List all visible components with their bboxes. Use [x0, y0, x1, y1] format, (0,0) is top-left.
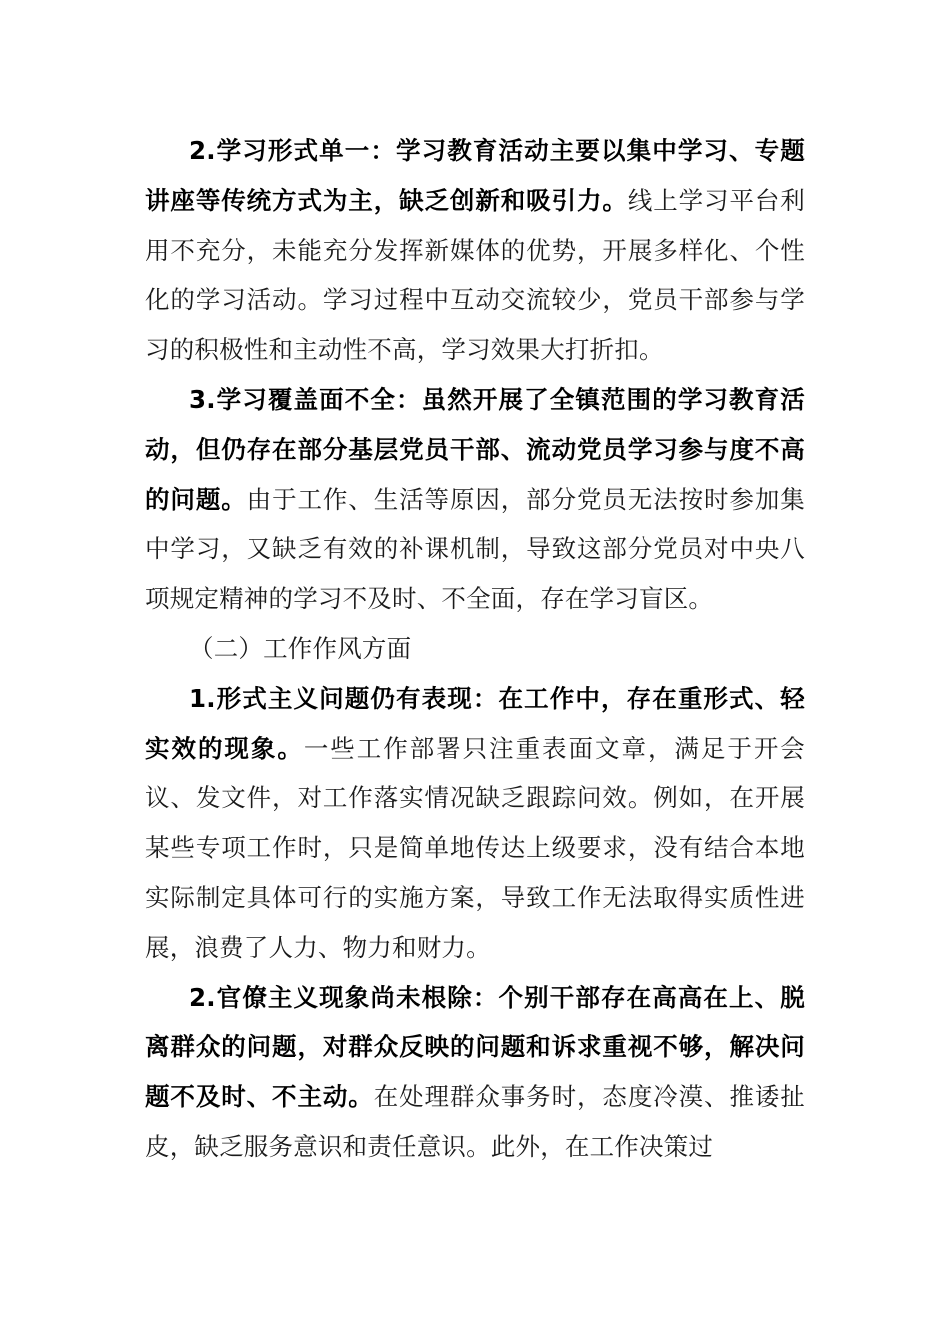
paragraph-text: 一些工作部署只注重表面文章，满足于开会议、发文件，对工作落实情况缺乏跟踪问效。例如，在开展某些专项工作时，只是简单地传达上级要求，没有结合本地实际制定具体可行的实施方案，导致工作无法取得实质性进展，浪费了人力、物力和财力。: [145, 733, 805, 962]
paragraph-bureaucratism: [145, 973, 805, 1172]
paragraph-bold-lead: 1.形式主义问题仍有表现：在工作中，存在重形式、轻实效的现象。: [145, 683, 805, 763]
paragraph-bold-lead: 2.学习形式单一：学习教育活动主要以集中学习、专题讲座等传统方式为主，缺乏创新和吸引力。: [145, 136, 805, 215]
paragraph-text: 线上学习平台利用不充分，未能充分发挥新媒体的优势，开展多样化、个性化的学习活动。学习过程中互动交流较少，党员干部参与学习的积极性和主动性不高，学习效果大打折扣。: [145, 185, 805, 365]
section-heading-work-style: （二）工作作风方面: [189, 633, 412, 663]
paragraph-formalism: [145, 674, 805, 973]
paragraph-learning-coverage: [145, 375, 805, 624]
paragraph-text: 在处理群众事务时，态度冷漠、推诿扯皮，缺乏服务意识和责任意识。此外，在工作决策过: [145, 1082, 805, 1161]
paragraph-learning-form: [145, 126, 805, 375]
paragraph-text: 由于工作、生活等原因，部分党员无法按时参加集中学习，又缺乏有效的补课机制，导致这部分党员对中央八项规定精神的学习不及时、不全面，存在学习盲区。: [145, 484, 805, 614]
paragraph-bold-lead: 2.官僚主义现象尚未根除：个别干部存在高高在上、脱离群众的问题，对群众反映的问题和诉求重视不够，解决问题不及时、不主动。: [145, 982, 805, 1112]
paragraph-bold-lead: 3.学习覆盖面不全：虽然开展了全镇范围的学习教育活动，但仍存在部分基层党员干部、流动党员学习参与度不高的问题。: [145, 384, 805, 514]
document-body: [145, 126, 805, 1172]
